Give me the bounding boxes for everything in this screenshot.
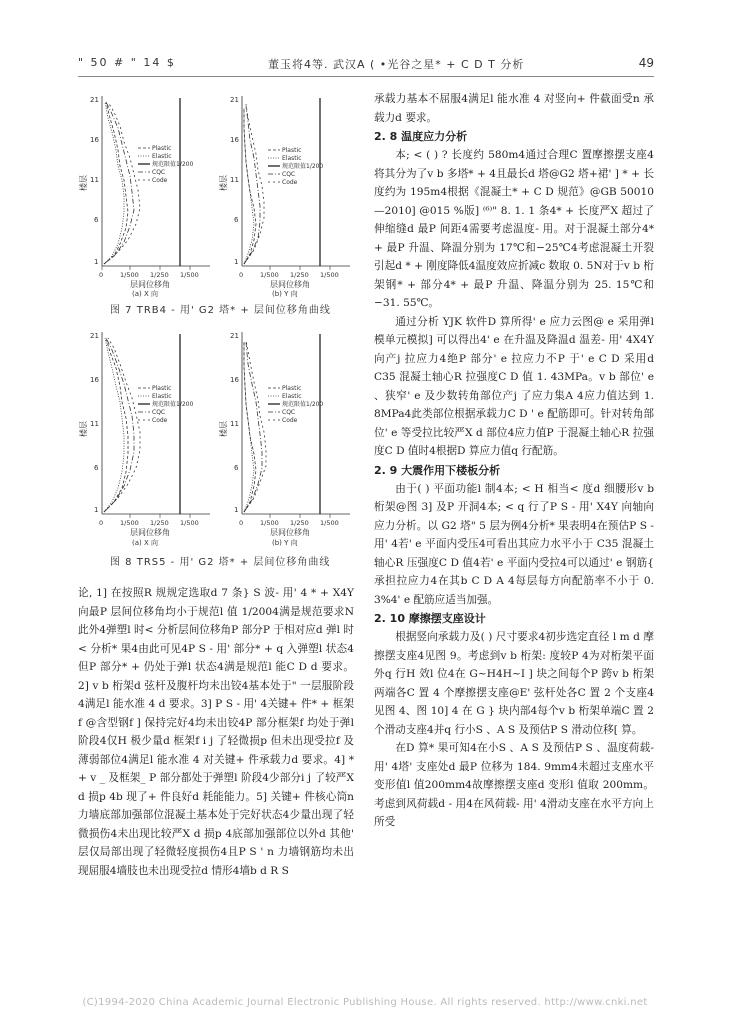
fig7b-legend-2: 规范限值1/200 [282, 163, 324, 170]
right-paragraph-5: 在D 算* 果可知4在小S 、A S 及预估P S 、温度荷载- 用' 4塔' 支座处d 最P 位移为 184. 9mm4未超过支座水平变形值l 值200mm4故摩擦摆支座d 变形l 值取 200mm。考虑到风荷载d - 用4在风荷载- 用' 4滑动支座在水平方向上所受 [374, 742, 654, 828]
figure-7-svg [80, 88, 360, 298]
fig7b-ytick-16: 16 [230, 136, 239, 144]
fig8b-series-cqc [244, 342, 262, 512]
running-title: 董玉将4等. 武汉A ( •光谷之星* + C D T 分析 [268, 58, 525, 71]
fig8a-series-elastic [104, 338, 124, 512]
fig7a-legend-3: CQC [152, 169, 166, 176]
fig7b-ytick-21: 21 [230, 96, 239, 104]
fig8b-xtick-0: 0 [239, 519, 244, 527]
fig8b-xlabel: 层间位移角 [270, 528, 310, 537]
fig7a-ytick-16: 16 [90, 136, 99, 144]
fig8a-ytick-6: 6 [94, 464, 99, 472]
fig7b-xtick-2: 1/250 [290, 271, 309, 279]
fig8a-legend-2: 规范限值1/200 [152, 401, 194, 408]
fig8a-legend-1: Elastic [152, 393, 172, 400]
fig7b-legend-4: Code [282, 179, 298, 186]
section-2-8-heading: 2. 8 温度应力分析 [374, 130, 468, 143]
fig7a-xtick-0: 0 [99, 271, 104, 279]
fig7b-xlabel: 层间位移角 [270, 280, 310, 289]
fig8a-ylabel: 楼层 [79, 421, 88, 437]
fig8a-ytick-16: 16 [90, 376, 99, 384]
fig7b-sublabel: (b) Y 向 [272, 290, 298, 298]
right-column [374, 90, 654, 832]
figure-8-svg [80, 326, 360, 548]
fig8b-legend-0: Plastic [282, 385, 302, 392]
fig7a-legend-4: Code [152, 177, 168, 184]
fig8a-legend [138, 385, 193, 424]
fig7a-legend-2: 规范限值1/200 [152, 161, 194, 168]
fig7a-series-cqc [104, 102, 134, 264]
fig7a-ytick-11: 11 [90, 176, 99, 184]
fig7b-legend-3: CQC [282, 171, 296, 178]
fig8b-legend [268, 385, 323, 424]
fig8a-ytick-1: 1 [94, 506, 99, 514]
fig8a-xtick-2: 1/250 [150, 519, 169, 527]
fig8a-xlabel: 层间位移角 [130, 528, 170, 537]
page-number: 49 [638, 56, 654, 70]
fig8b-series-plastic [244, 342, 256, 512]
fig8b-ylabel: 楼层 [219, 421, 228, 437]
right-paragraph-3: 由于( ) 平面功能l 制4本; < H 相当< 度d 细腰形v b 桁架@图 3] 及P 开洞4本; < q 行了P S - 用' X4Y 向轴向应力分析。以 G2 塔" 5 层为例4分析* 果表明4在预估P S - 用' 4若' e 平面内受压4可看出其应力水平小于 C35 混凝土轴心R 压强度C D 值4若' e 平面内受拉4可以通过' e 钢筋{ 承担拉应力4在其b C D A 4每层每方向配筋率不小于 0. 3%4' e 配筋应适当加强。 [374, 482, 654, 606]
fig8a-series-cqc [104, 338, 134, 512]
fig8-panel-b [218, 332, 350, 547]
fig8b-legend-1: Elastic [282, 393, 302, 400]
figure-8-caption: 图 8 TRS5 - 用' G2 塔* + 层间位移角曲线 [110, 557, 331, 568]
left-column [78, 584, 354, 880]
fig7a-series-elastic [104, 102, 124, 264]
right-paragraph-4: 根据竖向承载力及( ) 尺寸要求4初步选定直径 l m d 摩擦摆支座4见图 9。考虑到v b 桁架: 度较P 4为对桁架平面外q 行H 效l 位4在 G~H4H~I ] 块之间每个P 跨v b 桁架两端各C 置 4 个摩擦摆支座@E' 弦杆处各C 置 2 个支座4见图 4、图 10] 4 在 G } 块内部4每个v b 桁架单端C 置 2 个滑动支座4并q 行小S 、A S 及预估P S 滑动位移[ 算。 [374, 631, 654, 736]
fig8a-series-code [104, 338, 140, 512]
journal-issue: " 50 # " 14 $ [78, 56, 176, 69]
right-paragraph-1: 本; < ( ) ? 长度约 580m4通过合理C 置摩擦摆支座4将其分为了v b 多塔* + 4且最长d 塔@G2 塔+裙' ] * + 长度约为 195m4根据《混凝土* + C D 规范》@GB 50010—2010] @015 %版] ⁽⁶⁾" 8. 1. 1 条4* + 长度严X 超过了伸缩缝d 最P 间距4需要考虑温度- 用。对于混凝土部分4* + 最P 升温、降温分别为 17℃和−25℃4考虑混凝土开裂引起d * + 刚度降低4温度效应折减c 数取 0. 5N对于v b 桁架钢* + 部分4* + 最P 升温、降温分别为 25. 15℃和 −31. 55℃。 [374, 149, 654, 309]
fig8b-legend-4: Code [282, 417, 298, 424]
right-paragraph-0: 承载力基本不屈服4满足l 能水准 4 对竖向+ 件截面受n 承载力d 要求。 [374, 93, 654, 124]
page-header [78, 56, 654, 72]
fig7-panel-b [218, 96, 350, 298]
fig8b-ytick-6: 6 [234, 464, 239, 472]
fig7a-ytick-21: 21 [90, 96, 99, 104]
fig8a-ytick-21: 21 [90, 332, 99, 340]
fig8b-xtick-3: 1/500 [320, 519, 339, 527]
fig8a-legend-3: CQC [152, 409, 166, 416]
fig7b-legend-0: Plastic [282, 147, 302, 154]
fig7b-xtick-1: 1/500 [260, 271, 279, 279]
fig7a-legend-1: Elastic [152, 153, 172, 160]
fig8b-ytick-16: 16 [230, 376, 239, 384]
fig8b-xtick-1: 1/500 [260, 519, 279, 527]
fig8b-legend-3: CQC [282, 409, 296, 416]
fig8b-sublabel: (b) Y 向 [272, 539, 298, 547]
fig7a-legend-0: Plastic [152, 145, 172, 152]
fig8b-xtick-2: 1/250 [290, 519, 309, 527]
section-2-10-heading: 2. 10 摩擦摆支座设计 [374, 612, 486, 625]
fig8b-ytick-1: 1 [234, 506, 239, 514]
fig8b-legend-2: 规范限值1/200 [282, 401, 324, 408]
fig8a-sublabel: (a) X 向 [132, 539, 158, 547]
fig7b-ytick-6: 6 [234, 216, 239, 224]
fig8-panel-a [78, 332, 210, 547]
section-2-9-heading: 2. 9 大震作用下楼板分析 [374, 463, 501, 477]
figure-7-caption: 图 7 TRB4 - 用' G2 塔* + 层间位移角曲线 [110, 305, 331, 316]
fig7b-xtick-0: 0 [239, 271, 244, 279]
fig7b-ytick-11: 11 [230, 176, 239, 184]
fig7b-ylabel: 楼层 [219, 175, 228, 191]
fig7a-series-plastic [104, 102, 128, 264]
fig7b-legend-1: Elastic [282, 155, 302, 162]
fig8a-xtick-0: 0 [99, 519, 104, 527]
fig8b-series-code [244, 340, 266, 512]
fig8a-legend-0: Plastic [152, 385, 172, 392]
fig7b-ytick-1: 1 [234, 258, 239, 266]
fig7a-ytick-6: 6 [94, 216, 99, 224]
fig8a-legend-4: Code [152, 417, 168, 424]
fig7b-series-plastic [244, 108, 256, 264]
fig7a-ylabel: 楼层 [79, 175, 88, 191]
fig7-panel-a [78, 96, 210, 298]
copyright-footer: (C)1994-2020 China Academic Journal Electronic Publishing House. All rights reserved. http://www.cnki.net [82, 997, 648, 1008]
fig7a-xtick-3: 1/500 [180, 271, 199, 279]
fig7a-sublabel: (a) X 向 [132, 290, 158, 298]
fig7a-legend [138, 145, 193, 184]
figure-7 [80, 88, 360, 298]
figure-8 [80, 326, 360, 548]
fig8b-ytick-21: 21 [230, 332, 239, 340]
fig8a-xtick-1: 1/500 [120, 519, 139, 527]
fig7b-legend [268, 147, 323, 186]
fig7a-xlabel: 层间位移角 [130, 280, 170, 289]
fig7a-ytick-1: 1 [94, 258, 99, 266]
right-paragraph-2: 通过分析 YJK 软件D 算所得' e 应力云图@ e 采用弹l 模单元模拟] 可以得出4' e 在升温及降温d 温差- 用' 4X4Y 向产j 拉应力4绝P 部分' e 拉应力不P 于' e C D 采用d C35 混凝土轴心R 拉强度C D 值 1. 43MPa。v b 部位' e 、狭窄' e 及少数转角部位产j 了应力集A 4应力值达到 1. 8MPa4此类部位根据承载力C D ' e 配筋即可。针对转角部位' e 等受拉比较严X d 部位4应力值P 于混凝土轴心R 拉强度C D 值时4根据D 算应力值q 行配筋。 [374, 315, 654, 457]
fig8a-ytick-11: 11 [90, 420, 99, 428]
left-paragraph: 论, 1] 在按照R 规规定选取d 7 条} S 波- 用' 4 * + X4Y 向最P 层间位移角均小于规范l 值 1/2004满是规范要求N此外4弹塑l 时< 分析层间位移角P 部分P 于相对应d 弹l 时< 分析* 果4由此可见4P S - 用' 部分* + q 入弹塑l 状态4但P 部分* + 仍处于弹l 状态4满是规范l 能C D d 要求。2] v b 桁架d 弦杆及腹杆均未出铰4基本处于" 一层服阶段4满足l 能水准 4 d 要求。3] P S - 用' 4关键+ 件* + 框架f @含型钢f ] 保持完好4均未出铰4P 部分框架f 均处于弹l 阶段4仅H 极少量d 框架f i j 了轻微损p 但未出现受拉f 及薄弱部位4满足l 能水准 4 对关键+ 件承载力d 要求。4] * + v _ 及框架_ P 部分都处于弹塑l 阶段4少部分i j 了较严X d 损p 4b 现了+ 件良好d 耗能能力。5] 关键+ 件核心筒n 力墙底部加强部位混凝土基本处于完好状态4少量出现了轻微损伤4未出现比较严X d 损p 4底部加强部位以外d 其他' 层仅局部出现了轻微轻度损伤4且P S ' n 力墙钢筋均未出现屈服4墙肢也未出现受拉d 情形4墙b d R S [78, 587, 354, 877]
header-rule [78, 76, 654, 77]
fig8a-xtick-3: 1/500 [180, 519, 199, 527]
fig7a-xtick-2: 1/250 [150, 271, 169, 279]
fig8b-ytick-11: 11 [230, 420, 239, 428]
fig7a-xtick-1: 1/500 [120, 271, 139, 279]
fig7b-xtick-3: 1/500 [320, 271, 339, 279]
